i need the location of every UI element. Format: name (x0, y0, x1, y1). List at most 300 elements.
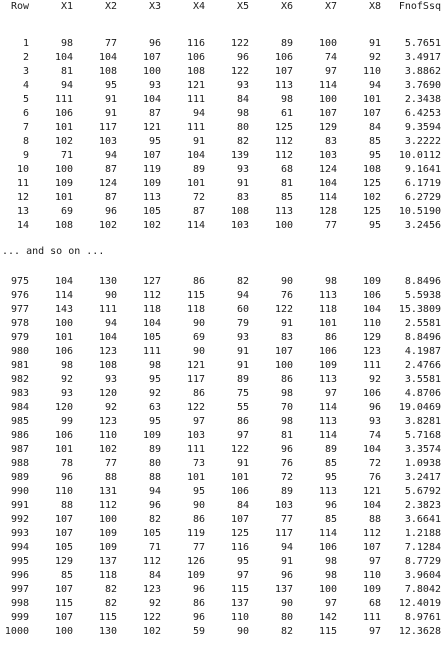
table-cell: 123 (98, 346, 117, 357)
table-cell: 78 (60, 458, 73, 469)
table-row (0, 373, 441, 387)
table-cell: 92 (60, 374, 73, 385)
table-cell: 103 (230, 220, 249, 231)
table-cell: 115 (318, 626, 337, 637)
table-cell: 100 (274, 220, 293, 231)
table-cell: 106 (54, 346, 73, 357)
table-cell: 97 (192, 416, 205, 427)
table-cell: 112 (142, 290, 161, 301)
table-cell: 979 (10, 332, 29, 343)
first-rows-body (0, 37, 441, 233)
table-cell: 77 (192, 542, 205, 553)
table-cell: 100 (318, 94, 337, 105)
table-cell: 100 (142, 66, 161, 77)
table-cell: 113 (142, 192, 161, 203)
table-cell: 87 (192, 206, 205, 217)
table-cell: 114 (318, 402, 337, 413)
table-cell: 121 (186, 360, 205, 371)
table-cell: 94 (148, 486, 161, 497)
table-cell: 101 (362, 94, 381, 105)
table-cell: 127 (142, 276, 161, 287)
table-cell: 985 (10, 416, 29, 427)
table-row (0, 569, 441, 583)
table-cell: 96 (280, 444, 293, 455)
table-cell: 109 (98, 542, 117, 553)
table-cell: 7 (22, 122, 29, 133)
table-cell: 86 (324, 332, 337, 343)
table-cell: 104 (142, 94, 161, 105)
table-cell: 9.1641 (404, 164, 441, 175)
table-cell: 104 (186, 150, 205, 161)
table-cell: 103 (186, 430, 205, 441)
table-cell: 106 (54, 108, 73, 119)
table-cell: 9.3594 (404, 122, 441, 133)
table-cell: 103 (318, 150, 337, 161)
table-cell: 95 (148, 416, 161, 427)
table-cell: 59 (192, 626, 205, 637)
table-cell: 89 (280, 486, 293, 497)
table-cell: 106 (54, 430, 73, 441)
column-header: X7 (324, 1, 337, 12)
table-cell: 100 (54, 318, 73, 329)
table-cell: 98 (280, 416, 293, 427)
table-cell: 131 (98, 486, 117, 497)
table-cell: 93 (236, 332, 249, 343)
table-cell: 115 (98, 612, 117, 623)
table-cell: 68 (280, 164, 293, 175)
table-cell: 3.2456 (404, 220, 441, 231)
table-cell: 980 (10, 346, 29, 357)
table-cell: 95 (104, 80, 117, 91)
table-cell: 80 (280, 612, 293, 623)
table-cell: 96 (192, 612, 205, 623)
table-cell: 80 (148, 458, 161, 469)
table-cell: 123 (98, 416, 117, 427)
table-cell: 110 (230, 612, 249, 623)
table-cell: 102 (362, 192, 381, 203)
table-cell: 989 (10, 472, 29, 483)
table-cell: 107 (54, 584, 73, 595)
table-cell: 105 (54, 542, 73, 553)
last-rows-body (0, 275, 441, 639)
table-cell: 89 (192, 164, 205, 175)
table-cell: 104 (318, 178, 337, 189)
table-row (0, 597, 441, 611)
table-cell: 102 (54, 136, 73, 147)
table-cell: 137 (98, 556, 117, 567)
table-row (0, 37, 441, 51)
column-header: X5 (236, 1, 249, 12)
table-cell: 128 (318, 206, 337, 217)
table-cell: 122 (230, 66, 249, 77)
table-cell: 117 (274, 528, 293, 539)
table-cell: 2 (22, 52, 29, 63)
table-cell: 89 (280, 38, 293, 49)
table-cell: 91 (280, 556, 293, 567)
table-cell: 109 (318, 360, 337, 371)
table-cell: 72 (192, 192, 205, 203)
table-cell: 111 (362, 360, 381, 371)
table-cell: 101 (54, 122, 73, 133)
table-cell: 95 (368, 150, 381, 161)
table-cell: 86 (192, 388, 205, 399)
table-cell: 72 (368, 458, 381, 469)
table-cell: 76 (280, 290, 293, 301)
table-cell: 102 (142, 220, 161, 231)
table-cell: 60 (236, 304, 249, 315)
table-cell: 92 (148, 598, 161, 609)
table-cell: 90 (280, 598, 293, 609)
table-cell: 91 (104, 108, 117, 119)
table-cell: 106 (230, 486, 249, 497)
table-cell: 997 (10, 584, 29, 595)
table-cell: 92 (104, 402, 117, 413)
table-cell: 77 (104, 38, 117, 49)
table-cell: 113 (318, 486, 337, 497)
table-cell: 104 (54, 52, 73, 63)
table-cell: 143 (54, 304, 73, 315)
table-cell: 19.0469 (398, 402, 441, 413)
table-cell: 100 (318, 584, 337, 595)
table-row (0, 583, 441, 597)
table-cell: 123 (362, 346, 381, 357)
table-cell: 72 (280, 472, 293, 483)
table-row (0, 387, 441, 401)
table-cell: 93 (368, 416, 381, 427)
column-header: X3 (148, 1, 161, 12)
table-row (0, 317, 441, 331)
table-cell: 107 (274, 346, 293, 357)
table-cell: 68 (368, 598, 381, 609)
table-cell: 98 (324, 556, 337, 567)
table-cell: 114 (318, 192, 337, 203)
table-cell: 97 (324, 66, 337, 77)
table-cell: 94 (236, 290, 249, 301)
table-cell: 108 (186, 66, 205, 77)
table-cell: 983 (10, 388, 29, 399)
table-cell: 104 (142, 318, 161, 329)
table-cell: 125 (362, 206, 381, 217)
table-cell: 117 (186, 374, 205, 385)
table-row (0, 163, 441, 177)
table-row (0, 611, 441, 625)
table-cell: 992 (10, 514, 29, 525)
table-cell: 92 (368, 374, 381, 385)
table-cell: 88 (368, 514, 381, 525)
column-header: X6 (280, 1, 293, 12)
table-cell: 107 (54, 612, 73, 623)
table-cell: 987 (10, 444, 29, 455)
table-cell: 95 (148, 374, 161, 385)
table-cell: 91 (192, 136, 205, 147)
table-cell: 975 (10, 276, 29, 287)
table-cell: 112 (274, 150, 293, 161)
table-cell: 10.0112 (398, 150, 441, 161)
table-cell: 95 (236, 556, 249, 567)
table-cell: 114 (54, 290, 73, 301)
table-cell: 84 (236, 500, 249, 511)
last-rows-table (0, 275, 441, 639)
table-cell: 121 (362, 486, 381, 497)
table-cell: 123 (142, 584, 161, 595)
table-cell: 96 (324, 500, 337, 511)
table-cell: 90 (236, 626, 249, 637)
table-cell: 6.4253 (404, 108, 441, 119)
table-cell: 106 (362, 388, 381, 399)
table-cell: 97 (368, 556, 381, 567)
table-cell: 111 (186, 122, 205, 133)
table-cell: 94 (104, 318, 117, 329)
table-cell: 105 (142, 528, 161, 539)
table-cell: 122 (142, 612, 161, 623)
table-cell: 3 (22, 66, 29, 77)
table-cell: 986 (10, 430, 29, 441)
table-cell: 89 (236, 374, 249, 385)
table-cell: 93 (104, 374, 117, 385)
table-cell: 102 (98, 444, 117, 455)
table-cell: 3.5581 (404, 374, 441, 385)
table-cell: 116 (186, 38, 205, 49)
table-cell: 111 (362, 612, 381, 623)
table-cell: 113 (274, 80, 293, 91)
table-cell: 86 (192, 598, 205, 609)
table-cell: 104 (362, 444, 381, 455)
table-cell: 91 (236, 458, 249, 469)
table-cell: 5.5938 (404, 290, 441, 301)
table-cell: 101 (230, 472, 249, 483)
table-cell: 981 (10, 360, 29, 371)
table-cell: 2.3823 (404, 500, 441, 511)
table-cell: 13 (16, 206, 29, 217)
table-row (0, 485, 441, 499)
table-cell: 115 (54, 598, 73, 609)
table-cell: 86 (280, 374, 293, 385)
table-cell: 73 (192, 458, 205, 469)
table-cell: 122 (186, 402, 205, 413)
table-cell: 129 (54, 556, 73, 567)
table-cell: 106 (318, 346, 337, 357)
table-cell: 96 (368, 402, 381, 413)
table-cell: 100 (54, 164, 73, 175)
table-cell: 95 (192, 486, 205, 497)
table-cell: 75 (236, 388, 249, 399)
table-cell: 82 (236, 276, 249, 287)
table-cell: 6.2729 (404, 192, 441, 203)
table-cell: 976 (10, 290, 29, 301)
table-cell: 103 (98, 136, 117, 147)
table-cell: 988 (10, 458, 29, 469)
table-cell: 111 (186, 94, 205, 105)
table-cell: 70 (280, 402, 293, 413)
table-cell: 77 (104, 458, 117, 469)
table-cell: 1.2188 (404, 528, 441, 539)
column-header: X4 (192, 1, 205, 12)
table-cell: 92 (368, 52, 381, 63)
table-cell: 102 (142, 626, 161, 637)
table-cell: 77 (280, 514, 293, 525)
table-cell: 3.6641 (404, 514, 441, 525)
table-cell: 82 (104, 584, 117, 595)
table-cell: 77 (324, 220, 337, 231)
table-cell: 93 (60, 388, 73, 399)
table-cell: 98 (280, 94, 293, 105)
table-cell: 82 (236, 136, 249, 147)
table-cell: 3.2222 (404, 136, 441, 147)
table-cell: 107 (142, 52, 161, 63)
table-cell: 117 (98, 122, 117, 133)
table-cell: 69 (192, 332, 205, 343)
table-cell: 112 (142, 556, 161, 567)
table-cell: 98 (148, 360, 161, 371)
table-cell: 106 (186, 52, 205, 63)
table-cell: 98 (280, 388, 293, 399)
column-header: X2 (104, 1, 117, 12)
table-cell: 130 (98, 626, 117, 637)
table-cell: 999 (10, 612, 29, 623)
table-cell: 105 (142, 332, 161, 343)
table-cell: 111 (98, 304, 117, 315)
table-cell: 74 (368, 430, 381, 441)
table-cell: 96 (280, 570, 293, 581)
table-cell: 118 (186, 304, 205, 315)
table-cell: 95 (368, 220, 381, 231)
table-cell: 88 (60, 500, 73, 511)
table-cell: 106 (274, 52, 293, 63)
table-cell: 115 (186, 290, 205, 301)
table-cell: 86 (192, 514, 205, 525)
table-row (0, 415, 441, 429)
table-cell: 101 (54, 332, 73, 343)
table-cell: 83 (236, 192, 249, 203)
table-cell: 124 (98, 178, 117, 189)
table-cell: 109 (54, 178, 73, 189)
table-row (0, 401, 441, 415)
table-cell: 113 (274, 206, 293, 217)
table-cell: 86 (236, 416, 249, 427)
table-cell: 104 (98, 52, 117, 63)
table-cell: 92 (148, 388, 161, 399)
table-cell: 108 (98, 66, 117, 77)
column-header: X8 (368, 1, 381, 12)
table-cell: 91 (368, 38, 381, 49)
table-cell: 122 (274, 304, 293, 315)
table-cell: 12.3628 (398, 626, 441, 637)
table-cell: 85 (280, 192, 293, 203)
table-cell: 129 (318, 122, 337, 133)
table-cell: 96 (192, 584, 205, 595)
table-row (0, 121, 441, 135)
table-cell: 2.3438 (404, 94, 441, 105)
table-cell: 110 (362, 66, 381, 77)
table-row (0, 555, 441, 569)
table-cell: 112 (98, 500, 117, 511)
table-cell: 8.8496 (404, 332, 441, 343)
table-cell: 7.1284 (404, 542, 441, 553)
table-cell: 9 (22, 150, 29, 161)
table-cell: 105 (142, 206, 161, 217)
table-cell: 8.7729 (404, 556, 441, 567)
table-cell: 978 (10, 318, 29, 329)
table-cell: 98 (60, 38, 73, 49)
table-cell: 85 (60, 570, 73, 581)
table-cell: 109 (142, 430, 161, 441)
table-cell: 124 (318, 164, 337, 175)
table-cell: 63 (148, 402, 161, 413)
table-row (0, 345, 441, 359)
table-cell: 89 (148, 444, 161, 455)
table-cell: 87 (104, 192, 117, 203)
table-cell: 1000 (4, 626, 29, 637)
table-row (0, 541, 441, 555)
table-cell: 97 (324, 598, 337, 609)
table-row (0, 65, 441, 79)
table-row (0, 275, 441, 289)
table-cell: 977 (10, 304, 29, 315)
table-cell: 102 (98, 220, 117, 231)
table-cell: 118 (142, 304, 161, 315)
table-cell: 8.8496 (404, 276, 441, 287)
table-cell: 2.4766 (404, 360, 441, 371)
table-cell: 98 (324, 276, 337, 287)
table-cell: 94 (368, 80, 381, 91)
table-cell: 108 (98, 360, 117, 371)
table-row (0, 457, 441, 471)
column-header-table (0, 0, 441, 14)
table-cell: 6.1719 (404, 178, 441, 189)
table-cell: 114 (318, 430, 337, 441)
table-cell: 993 (10, 528, 29, 539)
table-cell: 121 (186, 80, 205, 91)
table-cell: 109 (142, 178, 161, 189)
table-cell: 3.8862 (404, 66, 441, 77)
table-cell: 109 (98, 528, 117, 539)
table-row (0, 135, 441, 149)
table-cell: 87 (104, 164, 117, 175)
table-cell: 8 (22, 136, 29, 147)
table-cell: 98 (236, 108, 249, 119)
table-cell: 113 (318, 374, 337, 385)
table-cell: 71 (60, 150, 73, 161)
table-cell: 84 (368, 122, 381, 133)
table-cell: 113 (318, 290, 337, 301)
table-cell: 994 (10, 542, 29, 553)
table-cell: 91 (236, 346, 249, 357)
column-header: FnofSsq (398, 1, 441, 12)
table-cell: 88 (148, 472, 161, 483)
table-cell: 71 (148, 542, 161, 553)
table-cell: 93 (148, 80, 161, 91)
table-cell: 142 (318, 612, 337, 623)
table-cell: 90 (192, 500, 205, 511)
table-cell: 80 (236, 122, 249, 133)
table-cell: 98 (60, 360, 73, 371)
table-cell: 107 (274, 66, 293, 77)
table-cell: 99 (60, 416, 73, 427)
table-row (0, 149, 441, 163)
table-cell: 85 (368, 136, 381, 147)
ellipsis-note: ... and so on ... (2, 246, 105, 257)
table-cell: 69 (60, 206, 73, 217)
table-cell: 108 (230, 206, 249, 217)
table-cell: 101 (54, 192, 73, 203)
table-cell: 991 (10, 500, 29, 511)
table-cell: 104 (362, 304, 381, 315)
table-cell: 91 (236, 360, 249, 371)
table-row (0, 51, 441, 65)
column-header: Row (10, 1, 29, 12)
table-cell: 106 (362, 290, 381, 301)
table-cell: 119 (186, 528, 205, 539)
